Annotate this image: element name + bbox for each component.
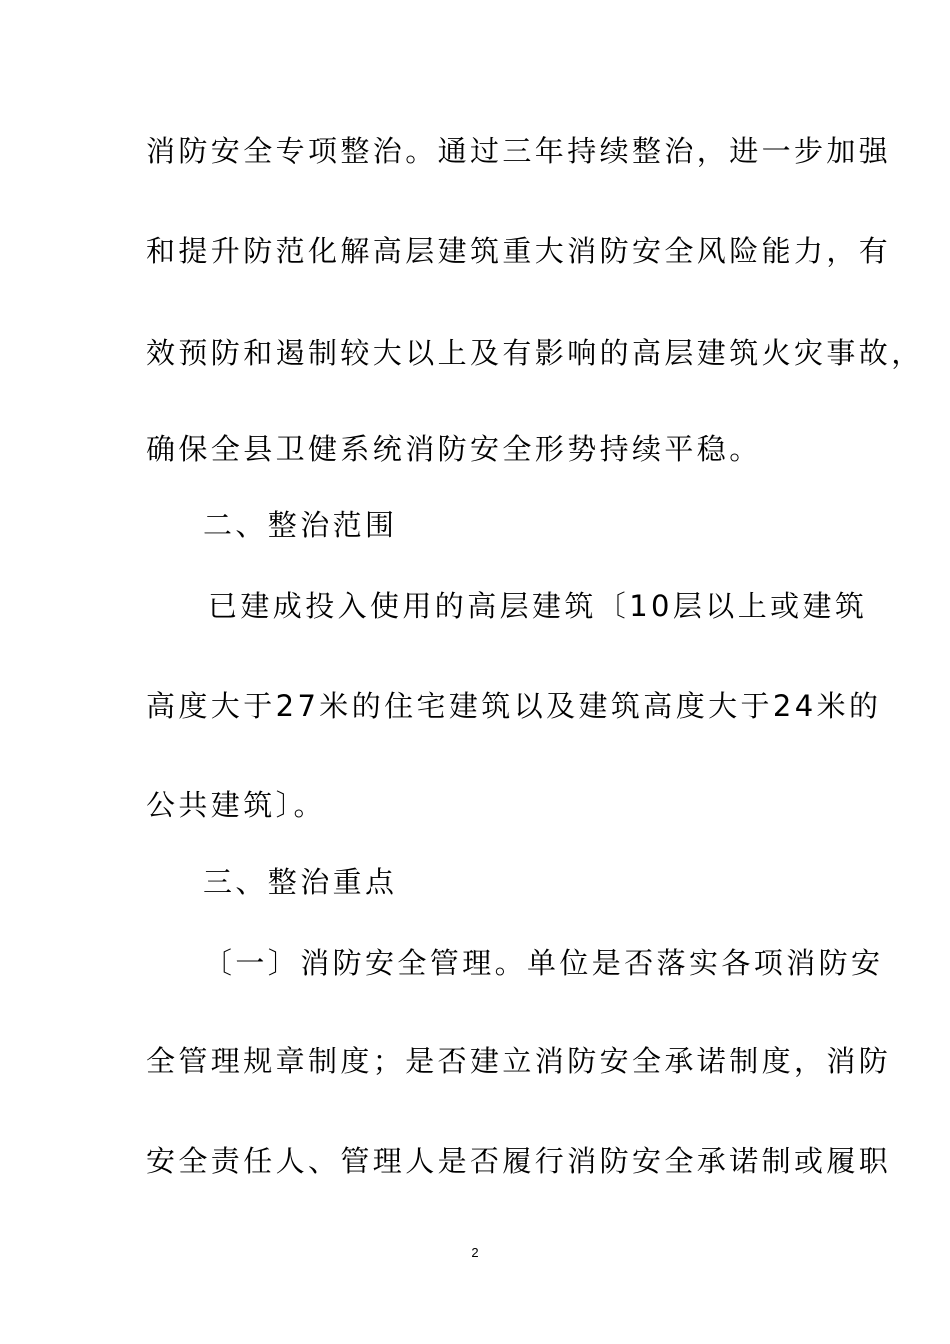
paragraph-line-10: 〔一〕消防安全管理。单位是否落实各项消防安	[203, 946, 884, 980]
paragraph-line-3: 效预防和遏制较大以上及有影响的高层建筑火灾事故，	[146, 336, 924, 370]
section-heading-scope: 二、整治范围	[203, 508, 398, 542]
section-heading-focus: 三、整治重点	[203, 865, 398, 899]
paragraph-line-1: 消防安全专项整治。通过三年持续整治，进一步加强	[146, 134, 892, 168]
paragraph-line-11: 全管理规章制度；是否建立消防安全承诺制度，消防	[146, 1044, 892, 1078]
paragraph-line-8: 公共建筑〕。	[146, 788, 326, 822]
paragraph-line-12: 安全责任人、管理人是否履行消防安全承诺制或履职	[146, 1144, 892, 1178]
paragraph-line-2: 和提升防范化解高层建筑重大消防安全风险能力，有	[146, 234, 892, 268]
page-number: 2	[471, 1245, 479, 1260]
paragraph-line-6: 已建成投入使用的高层建筑〔10层以上或建筑	[208, 589, 868, 623]
paragraph-line-7: 高度大于27米的住宅建筑以及建筑高度大于24米的	[146, 689, 882, 723]
paragraph-line-4: 确保全县卫健系统消防安全形势持续平稳。	[146, 432, 762, 466]
